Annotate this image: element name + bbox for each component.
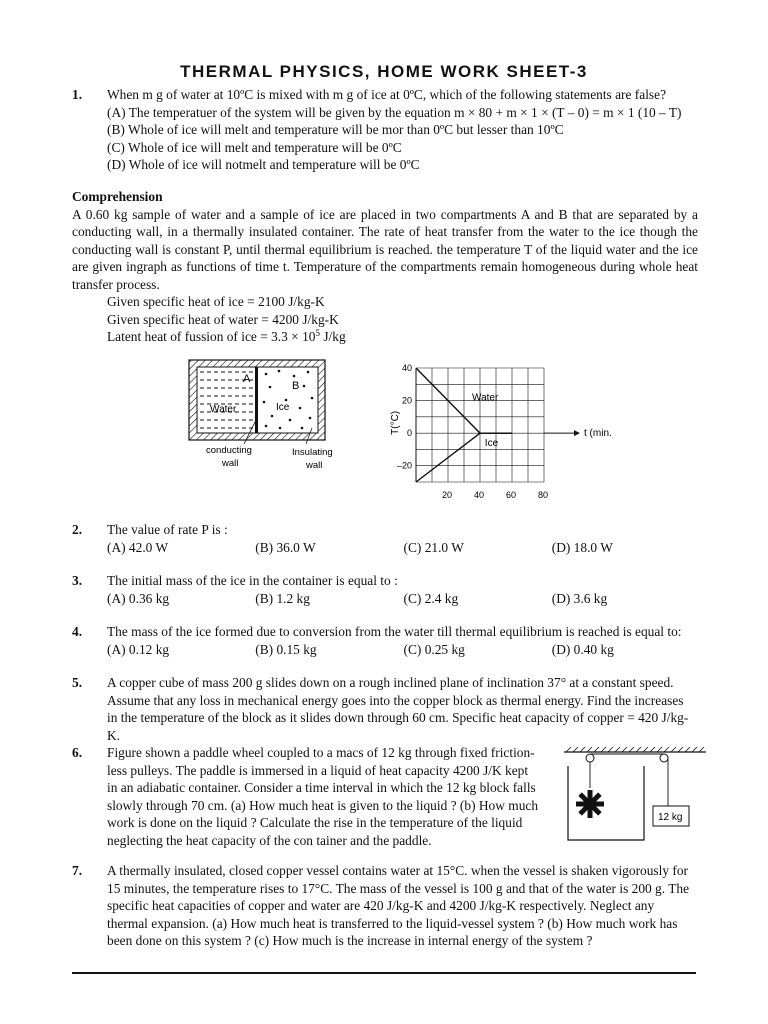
paddle-wheel-figure — [560, 746, 710, 846]
question-line: Figure shown a paddle wheel coupled to a macs of 12 kg through fixed friction- — [107, 745, 535, 760]
question-line: neglecting the heat capacity of the con tainer and the paddle. — [107, 832, 432, 848]
label-a: A — [243, 373, 251, 385]
option-a: (A) 0.12 kg — [107, 641, 170, 657]
question-line: less pulleys. The paddle is immersed in a liquid of heat capacity 4200 J/K kept — [107, 762, 529, 778]
comprehension — [72, 188, 698, 346]
x-tick-label: 20 — [442, 490, 453, 500]
question-2 — [72, 521, 700, 556]
question-line: 15 minutes, the temperature rises to 17°C. The mass of the vessel is 100 g and that of the water is 200 g. The — [107, 880, 690, 896]
temperature-time-graph — [360, 360, 660, 510]
bottom-rule — [72, 972, 696, 974]
y-tick-label: 40 — [401, 363, 412, 373]
comprehension-paragraph: A 0.60 kg sample of water and a sample of ice are placed in two compartments A and B that are separated by a conducting wall, in a thermally insulated container. The rate of heat transfer from the water to the ice though the conducting wall is constant P, until thermal equilibrium is reached. the temperature T of the liquid water and the ice are given ingraph as functions of time t. Temperature of the compartments remain homogeneous during whole heat transfer process. — [72, 206, 698, 292]
question-number: 3. — [72, 573, 83, 588]
question-text: The mass of the ice formed due to conversion from the water till thermal equilibrium is reached is equal to: — [107, 624, 682, 639]
option-d: (D) 0.40 kg — [551, 641, 614, 657]
y-tick-label: 0 — [406, 428, 412, 439]
question-number: 5. — [72, 675, 83, 690]
question-line: A thermally insulated, closed copper vessel contains water at 15°C. when the vessel is shaken vigorously for — [107, 863, 689, 878]
option-c: (C) 21.0 W — [403, 539, 464, 555]
question-text: The value of rate P is : — [107, 522, 228, 537]
label-insulating: Insulating — [292, 447, 333, 458]
ceiling-hatch — [566, 747, 704, 752]
x-axis-arrowhead — [574, 430, 580, 436]
x-tick-label: 60 — [506, 490, 517, 500]
question-1 — [72, 86, 700, 174]
y-axis-label: T(°C) — [390, 410, 401, 435]
question-7 — [72, 862, 700, 950]
given-ice-specific-heat: Given specific heat of ice = 2100 J/kg-K — [107, 294, 325, 309]
y-tick-label: –20 — [396, 460, 412, 471]
question-line: K. — [107, 727, 121, 743]
option-a: (A) 42.0 W — [107, 539, 169, 555]
question-number: 6. — [72, 745, 83, 760]
question-line: thermal expansion. (a) How much heat is transferred to the liquid-vessel system ? (b) How much work has — [107, 915, 678, 931]
pulley-right — [660, 754, 668, 762]
option-b: (B) 1.2 kg — [255, 590, 310, 606]
option-d: (D) 3.6 kg — [551, 590, 608, 606]
label-insulating-wall: wall — [306, 460, 323, 471]
option-d: (D) 18.0 W — [551, 539, 613, 555]
question-line: slowly through 70 cm. (a) How much heat is given to the liquid ? (b) How much — [107, 797, 539, 813]
given-water-specific-heat: Given specific heat of water = 4200 J/kg-K — [107, 311, 339, 327]
question-number: 7. — [72, 863, 83, 878]
series-label-ice: Ice — [484, 438, 499, 450]
label-water: Water — [210, 404, 237, 415]
conducting-wall — [255, 367, 258, 433]
graph-grid — [416, 368, 544, 482]
label-conducting: conducting — [206, 445, 252, 456]
label-conducting-wall: wall — [222, 458, 239, 469]
x-tick-label: 40 — [474, 490, 485, 500]
option-c: (C) 0.25 kg — [403, 641, 465, 657]
question-number: 2. — [72, 522, 83, 537]
paddle-wheel — [576, 790, 604, 818]
y-tick-label: 20 — [401, 395, 412, 406]
question-5 — [72, 674, 700, 744]
question-number: 1. — [72, 87, 83, 102]
question-4 — [72, 623, 700, 658]
question-line: Assume that any loss in mechanical energy goes into the copper block as thermal energy. Find the increases — [107, 692, 684, 708]
question-line: in an adiabatic container. Consider a time interval in which the 12 kg block falls — [107, 780, 536, 795]
question-line: work is done on the liquid ? Calculate the rise in the temperature of the liquid — [107, 815, 523, 830]
option-c: (C) 2.4 kg — [403, 590, 459, 606]
question-3 — [72, 572, 700, 607]
page-title: THERMAL PHYSICS, HOME WORK SHEET-3 — [180, 62, 588, 81]
question-line: specific heat capacities of copper and water are 420 J/kg-K and 4200 J/kg-K respectively. Neglect any — [107, 898, 655, 913]
x-axis-label: t (min. — [584, 428, 612, 440]
pulley-left — [586, 754, 594, 762]
series-label-water: Water — [472, 392, 499, 404]
option-a: (A) 0.36 kg — [107, 590, 170, 606]
x-tick-label: 80 — [538, 490, 549, 500]
option-c: (C) Whole of ice will melt and temperature will be 0ºC — [107, 139, 402, 155]
label-ice: Ice — [276, 402, 290, 413]
comprehension-heading: Comprehension — [72, 189, 163, 204]
option-d: (D) Whole of ice will notmelt and temperature will be 0ºC — [107, 157, 420, 172]
question-6 — [72, 744, 542, 849]
graph-axes — [416, 368, 580, 482]
option-b: (B) 36.0 W — [255, 539, 316, 555]
question-text: When m g of water at 10ºC is mixed with m g of ice at 0ºC, which of the following statements are false? — [107, 87, 667, 102]
given-latent-heat: Latent heat of fussion of ice = $3.3 \times 10^5$ J/kg — [107, 328, 346, 344]
label-b: B — [292, 380, 300, 392]
question-line: A copper cube of mass 200 g slides down on a rough inclined plane of inclination 37° at a constant speed. — [107, 675, 674, 690]
question-line: been done on this system ? (c) How much is the increase in internal energy of the system ? — [107, 933, 593, 948]
question-text: The initial mass of the ice in the container is equal to : — [107, 573, 398, 588]
option-b: (B) 0.15 kg — [255, 641, 317, 657]
question-number: 4. — [72, 624, 83, 639]
option-a: (A) The temperatuer of the system will be given by the equation m × 80 + m × 1 × (T – 0) = m × 1 (10 – T) — [107, 104, 682, 120]
question-line: in the temperature of the block as it slides down through 60 cm. Specific heat capacity of copper = 420 J/kg- — [107, 710, 689, 725]
option-b: (B) Whole of ice will melt and temperature will be mor than 0ºC but lesser than 10ºC — [107, 122, 564, 137]
mass-block-label: 12 kg — [658, 812, 683, 823]
compartment-figure — [186, 358, 336, 476]
